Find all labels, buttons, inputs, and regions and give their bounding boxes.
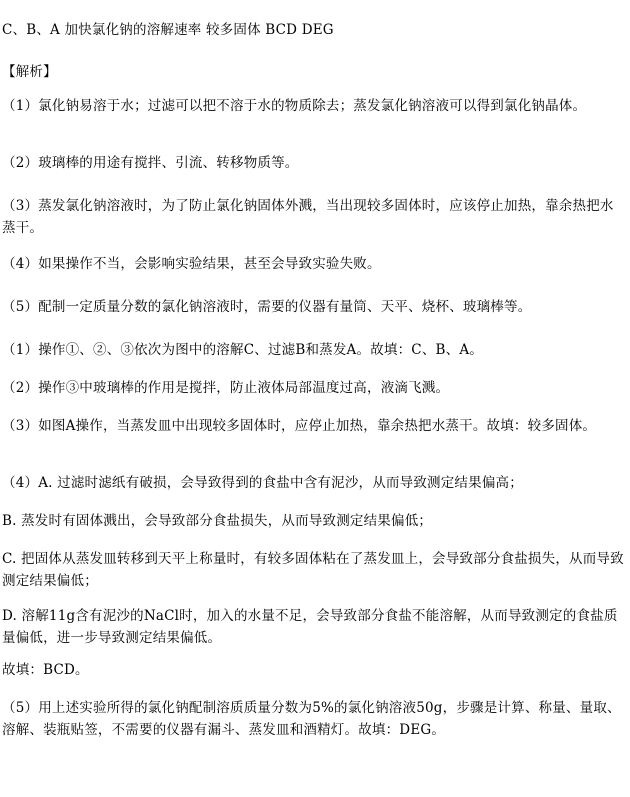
analysis-point-3: （3）蒸发氯化钠溶液时，为了防止氯化钠固体外溅，当出现较多固体时，应该停止加热，靠余热把水蒸干。 xyxy=(2,198,614,236)
solution-step-4-option-a: （4）A. 过滤时滤纸有破损，会导致得到的食盐中含有泥沙，从而导致测定结果偏高； xyxy=(2,475,523,491)
analysis-heading: 【解析】 xyxy=(2,64,57,80)
solution-step-4-option-c: C. 把固体从蒸发皿转移到天平上称量时，有较多固体粘在了蒸发皿上，会导致部分食盐损失，从而导致测定结果偏低； xyxy=(2,551,624,589)
analysis-point-1: （1）氯化钠易溶于水；过滤可以把不溶于水的物质除去；蒸发氯化钠溶液可以得到氯化钠晶体。 xyxy=(2,98,587,114)
analysis-point-5: （5）配制一定质量分数的氯化钠溶液时，需要的仪器有量筒、天平、烧杯、玻璃棒等。 xyxy=(2,299,532,315)
solution-step-3: （3）如图A操作，当蒸发皿中出现较多固体时，应停止加热，靠余热把水蒸干。故填：较多固体。 xyxy=(2,418,597,434)
solution-step-4-option-d: D. 溶解11g含有泥沙的NaCl时，加入的水量不足，会导致部分食盐不能溶解，从而导致测定的食盐质量偏低，进一步导致测定结果偏低。 xyxy=(2,608,618,646)
solution-step-4-answer: 故填：BCD。 xyxy=(2,662,89,678)
analysis-point-2: （2）玻璃棒的用途有搅拌、引流、转移物质等。 xyxy=(2,155,299,171)
solution-step-5: （5）用上述实验所得的氯化钠配制溶质质量分数为5%的氯化钠溶液50g，步骤是计算、称量、量取、溶解、装瓶贴签，不需要的仪器有漏斗、蒸发皿和酒精灯。故填：DEG。 xyxy=(2,700,621,738)
analysis-point-4: （4）如果操作不当，会影响实验结果，甚至会导致实验失败。 xyxy=(2,256,381,272)
solution-step-2: （2）操作③中玻璃棒的作用是搅拌，防止液体局部温度过高，液滴飞溅。 xyxy=(2,380,450,396)
answer-line: C、B、A 加快氯化钠的溶解速率 较多固体 BCD DEG xyxy=(2,22,334,38)
solution-step-1: （1）操作①、②、③依次为图中的溶解C、过滤B和蒸发A。故填：C、B、A。 xyxy=(2,342,483,358)
solution-step-4-option-b: B. 蒸发时有固体溅出，会导致部分食盐损失，从而导致测定结果偏低； xyxy=(2,513,433,529)
